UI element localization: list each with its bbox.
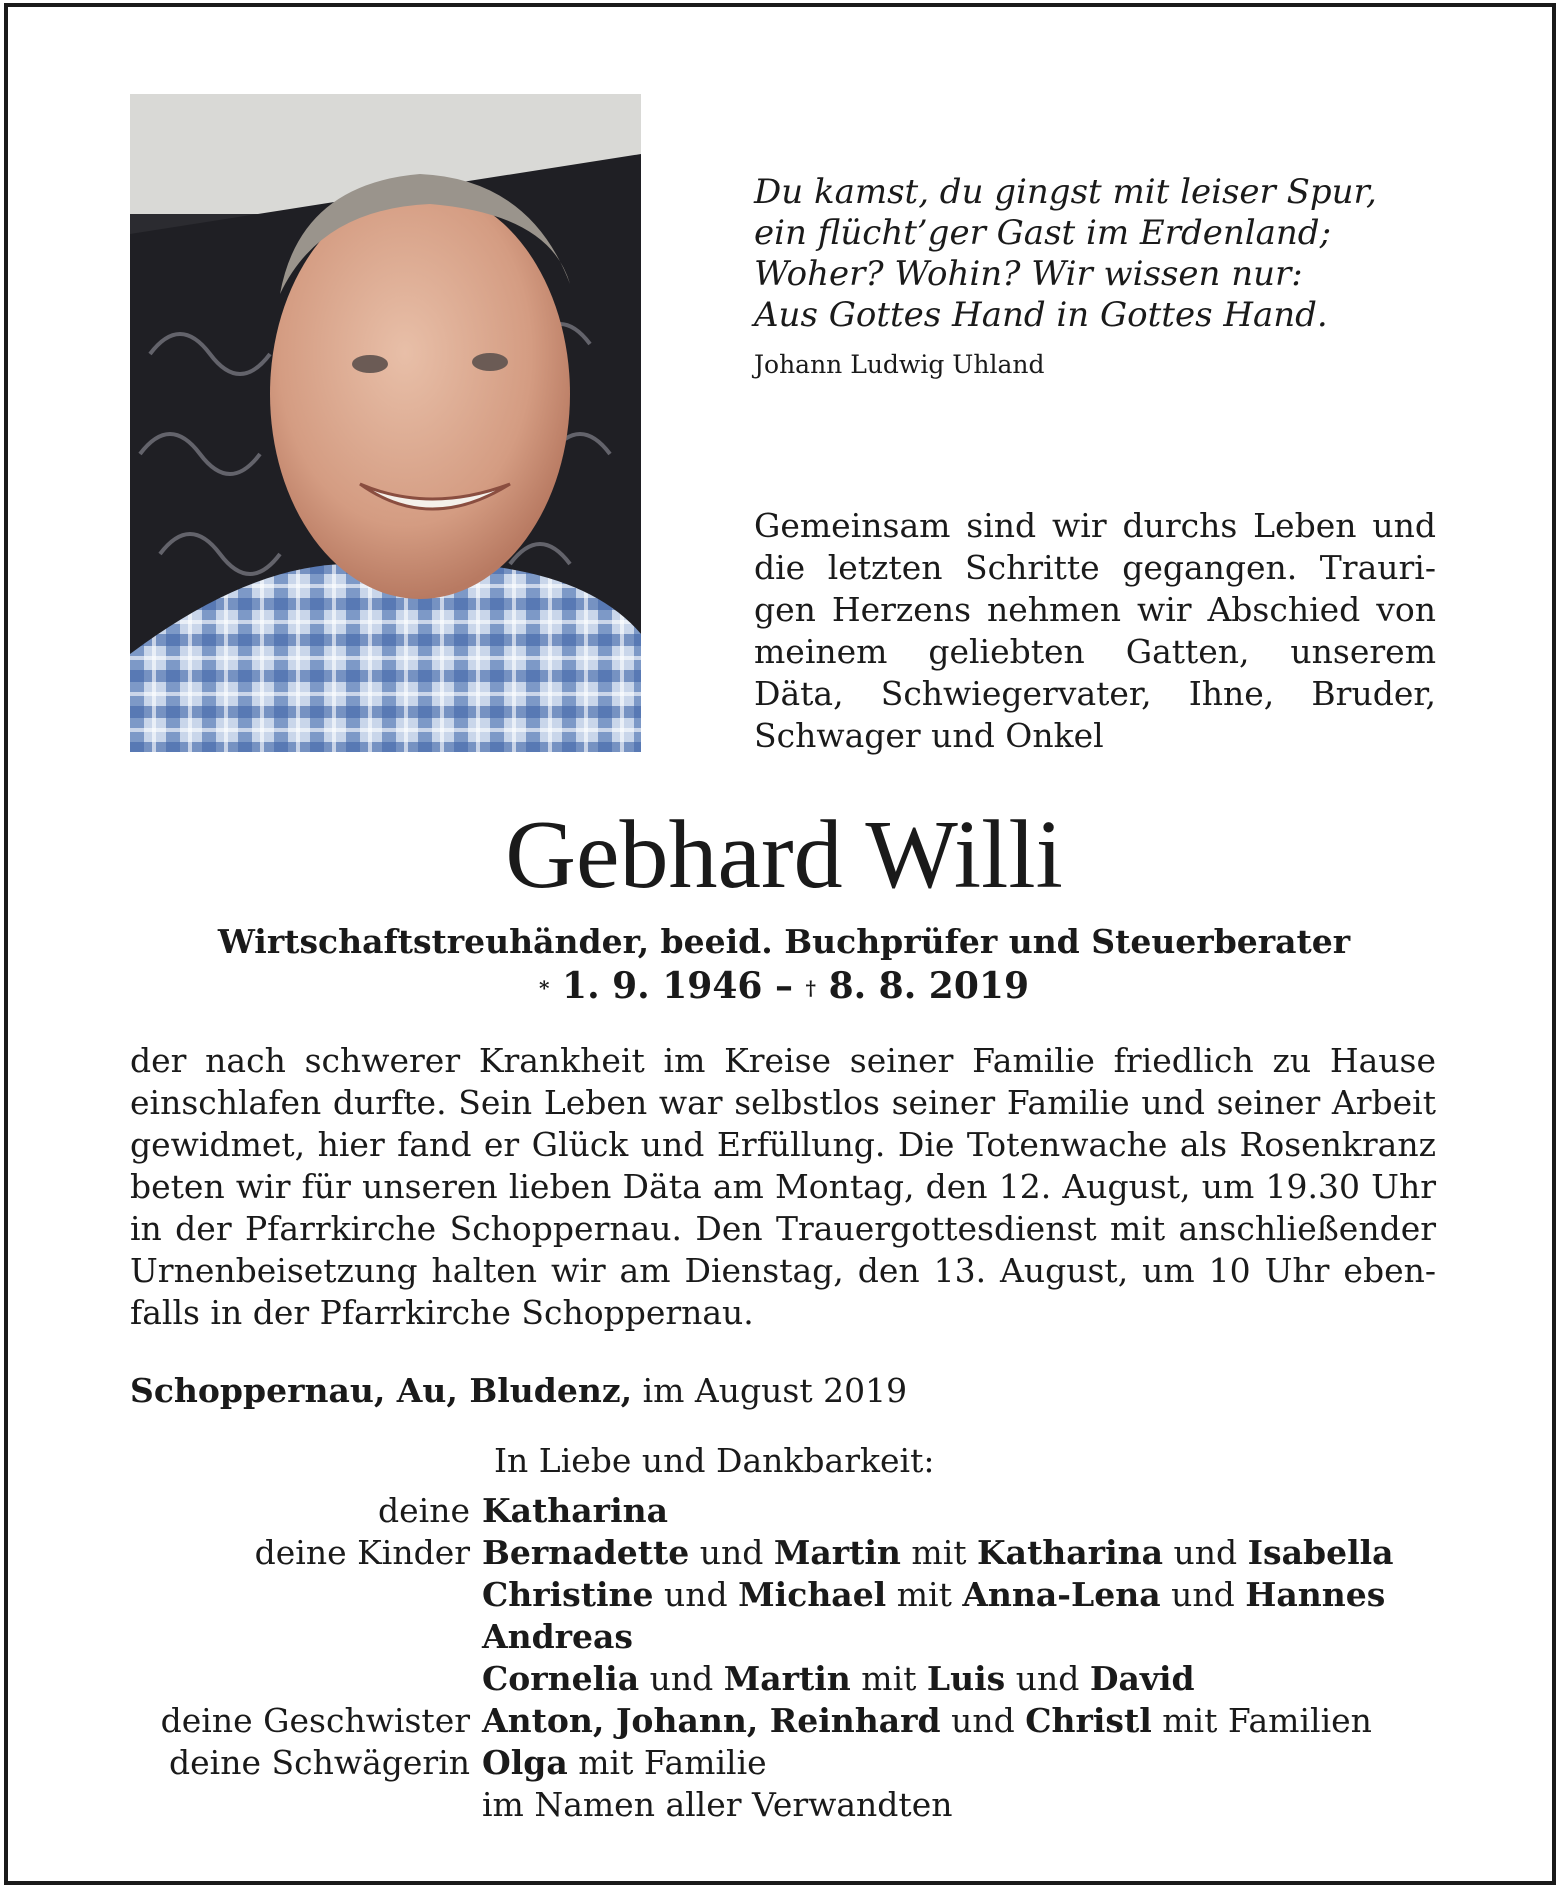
body-line: einschlafen durfte. Sein Leben war selbstlos seiner Familie und seiner Arbeit xyxy=(130,1083,1436,1122)
mourner-row xyxy=(0,1532,1568,1574)
mourner-names xyxy=(482,1658,1195,1700)
mourner-connector: mit xyxy=(900,1533,977,1572)
mourner-connector: mit xyxy=(850,1659,927,1698)
intro-line: meinem geliebten Gatten, unserem xyxy=(754,632,1436,671)
mourner-connector: und xyxy=(1162,1533,1248,1572)
body-line: falls in der Pfarrkirche Schoppernau. xyxy=(130,1293,754,1332)
mourner-relation: deine Geschwister xyxy=(160,1701,470,1740)
death-mark: † xyxy=(805,976,817,1000)
body-line: in der Pfarrkirche Schoppernau. Den Trauergottesdienst mit anschließender xyxy=(130,1209,1436,1248)
mourner-name: David xyxy=(1089,1659,1195,1698)
mourner-row xyxy=(0,1742,1568,1784)
mourner-names xyxy=(482,1742,767,1784)
mourner-names xyxy=(482,1532,1394,1574)
life-dates xyxy=(0,964,1568,1008)
mourner-name: Anton, Johann, Reinhard xyxy=(482,1701,941,1740)
announcement-body xyxy=(130,1040,1436,1334)
mourner-names xyxy=(482,1490,668,1532)
body-line: Urnenbeisetzung halten wir am Dienstag, den 13. August, um 10 Uhr eben- xyxy=(130,1251,1436,1290)
mourner-relation xyxy=(0,1658,482,1700)
mourner-connector: und xyxy=(639,1659,724,1698)
intro-text xyxy=(754,505,1436,757)
death-date: 8. 8. 2019 xyxy=(828,965,1029,1007)
thanks-line: In Liebe und Dankbarkeit: xyxy=(494,1441,935,1480)
mourner-relation: deine Kinder xyxy=(254,1533,470,1572)
mourner-name: Martin xyxy=(773,1533,901,1572)
poem-author: Johann Ludwig Uhland xyxy=(754,350,1045,379)
body-line: der nach schwerer Krankheit im Kreise seiner Familie friedlich zu Hause xyxy=(130,1041,1436,1080)
mourner-connector: und xyxy=(653,1575,739,1614)
mourner-name: Martin xyxy=(723,1659,851,1698)
mourner-row xyxy=(0,1616,1568,1658)
mourner-name: Andreas xyxy=(482,1617,634,1656)
mourner-name: Michael xyxy=(738,1575,887,1614)
intro-line: die letzten Schritte gegangen. Trauri- xyxy=(754,548,1436,587)
mourner-connector: mit Familie xyxy=(567,1743,767,1782)
mourner-connector: und xyxy=(689,1533,774,1572)
mourner-name: Olga xyxy=(482,1743,568,1782)
mourner-relation: deine xyxy=(378,1491,470,1530)
mourner-connector: und xyxy=(1160,1575,1246,1614)
intro-line: Däta, Schwiegervater, Ihne, Bruder, xyxy=(754,674,1436,713)
mourners-list xyxy=(0,1490,1568,1826)
mourner-name: Cornelia xyxy=(482,1659,640,1698)
poem-line: ein flücht’ger Gast im Erdenland; xyxy=(754,213,1332,253)
mourner-row xyxy=(0,1658,1568,1700)
mourner-connector: im Namen aller Verwandten xyxy=(482,1785,953,1824)
mourner-connector: mit Familien xyxy=(1151,1701,1372,1740)
mourner-connector: mit xyxy=(886,1575,963,1614)
poem-line: Aus Gottes Hand in Gottes Hand. xyxy=(754,295,1328,335)
mourner-relation: deine Schwägerin xyxy=(169,1743,470,1782)
mourner-row xyxy=(0,1490,1568,1532)
birth-mark: * xyxy=(539,976,550,1000)
mourner-connector: und xyxy=(940,1701,1026,1740)
intro-line: Schwager und Onkel xyxy=(754,716,1104,755)
body-line: beten wir für unseren lieben Däta am Montag, den 12. August, um 19.30 Uhr xyxy=(130,1167,1436,1206)
poem-line: Du kamst, du gingst mit leiser Spur, xyxy=(754,172,1377,212)
mourner-name: Anna-Lena xyxy=(962,1575,1161,1614)
mourner-relation xyxy=(0,1616,482,1658)
mourner-name: Isabella xyxy=(1247,1533,1394,1572)
place-towns: Schoppernau, Au, Bludenz, xyxy=(130,1371,633,1410)
birth-date: 1. 9. 1946 xyxy=(562,965,763,1007)
mourner-names xyxy=(482,1616,633,1658)
mourner-row xyxy=(0,1574,1568,1616)
mourner-row xyxy=(0,1700,1568,1742)
mourner-row xyxy=(0,1784,1568,1826)
poem xyxy=(754,172,1394,380)
mourner-name: Luis xyxy=(926,1659,1006,1698)
date-separator: – xyxy=(775,965,793,1007)
profession: Wirtschaftstreuhänder, beeid. Buchprüfer und Steuerberater xyxy=(217,922,1351,961)
mourner-name: Christine xyxy=(482,1575,654,1614)
mourner-name: Katharina xyxy=(482,1491,668,1530)
intro-line: Gemeinsam sind wir durchs Leben und xyxy=(754,506,1436,545)
mourner-name: Katharina xyxy=(977,1533,1163,1572)
mourner-relation xyxy=(0,1784,482,1826)
mourner-connector: und xyxy=(1005,1659,1090,1698)
intro-line: gen Herzens nehmen wir Abschied von xyxy=(754,590,1436,629)
portrait-photo xyxy=(130,94,641,752)
mourner-name: Hannes xyxy=(1245,1575,1386,1614)
mourner-relation xyxy=(0,1574,482,1616)
body-line: gewidmet, hier fand er Glück und Erfüllung. Die Totenwache als Rosenkranz xyxy=(130,1125,1436,1164)
mourner-names xyxy=(482,1700,1372,1742)
deceased-name: Gebhard Willi xyxy=(505,801,1063,909)
mourner-name: Bernadette xyxy=(482,1533,690,1572)
mourner-names xyxy=(482,1784,952,1826)
place-date xyxy=(130,1370,907,1412)
mourner-name: Christl xyxy=(1025,1701,1152,1740)
place-date-text: im August 2019 xyxy=(642,1371,908,1410)
poem-line: Woher? Wohin? Wir wissen nur: xyxy=(754,254,1303,294)
mourner-names xyxy=(482,1574,1385,1616)
